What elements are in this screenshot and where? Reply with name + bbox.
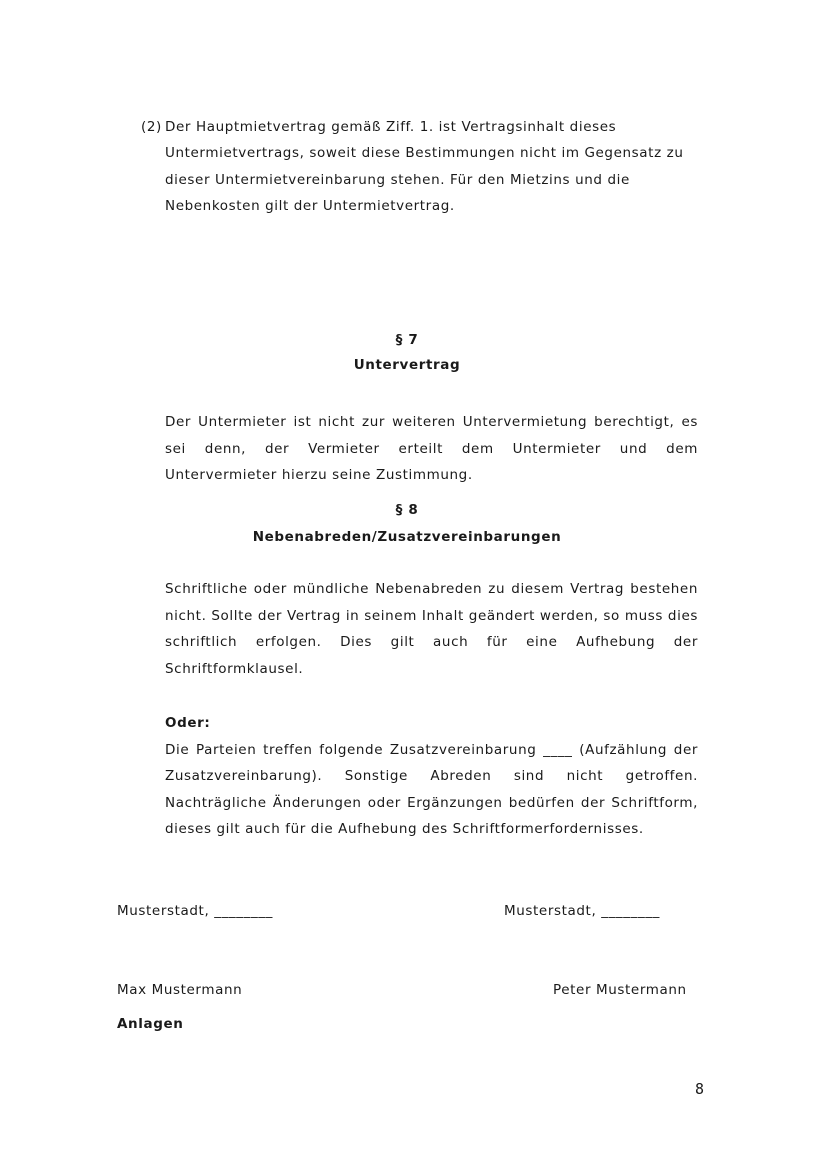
paragraph-7-body [165,409,698,489]
section-2-line-1: Der Hauptmietvertrag gemäß Ziff. 1. ist Vertragsinhalt dieses [165,119,617,135]
section-2-line-2: Untermietvertrags, soweit diese Bestimmungen nicht im Gegensatz zu [165,145,684,161]
paragraph-7-text: Der Untermieter ist nicht zur weiteren Untervermietung berechtigt, es sei denn, der Vermieter erteilt dem Untermieter und dem Untervermieter hierzu seine Zustimmung. [165,414,698,483]
alternative-label: Oder: [165,715,211,731]
paragraph-7-symbol: § 7 [395,332,419,348]
paragraph-8-title: Nebenabreden/Zusatzvereinbarungen [252,529,562,545]
paragraph-8-symbol: § 8 [395,502,419,518]
paragraph-7-title: Untervertrag [353,357,461,373]
section-2-number: (2) [141,119,162,135]
section-2-line-4: Nebenkosten gilt der Untermietvertrag. [165,198,455,214]
paragraph-8-body [165,576,698,682]
signature-right-name: Peter Mustermann [553,982,687,998]
page-number: 8 [695,1080,705,1098]
paragraph-8-text: Schriftliche oder mündliche Nebenabreden zu diesem Vertrag bestehen nicht. Sollte der Vertrag in seinem Inhalt geändert werden, so muss dies schriftlich erfolgen. Dies gilt auch für eine Aufhebung der Schriftformklausel. [165,581,698,677]
alternative-text: Die Parteien treffen folgende Zusatzvereinbarung ____ (Aufzählung der Zusatzvereinbarung). Sonstige Abreden sind nicht getroffen. Nachträgliche Änderungen oder Ergänzungen bedürfen der Schriftform, dieses gilt auch für die Aufhebung des Schriftformerfordernisses. [165,741,698,837]
signature-left-place: Musterstadt, ________ [117,903,274,919]
signature-right-place: Musterstadt, ________ [504,903,661,919]
attachments-label: Anlagen [117,1016,184,1032]
section-2-line-3: dieser Untermietvereinbarung stehen. Für den Mietzins und die [165,172,630,188]
signature-left-name: Max Mustermann [117,982,243,998]
paragraph-8-alternative [165,710,698,843]
